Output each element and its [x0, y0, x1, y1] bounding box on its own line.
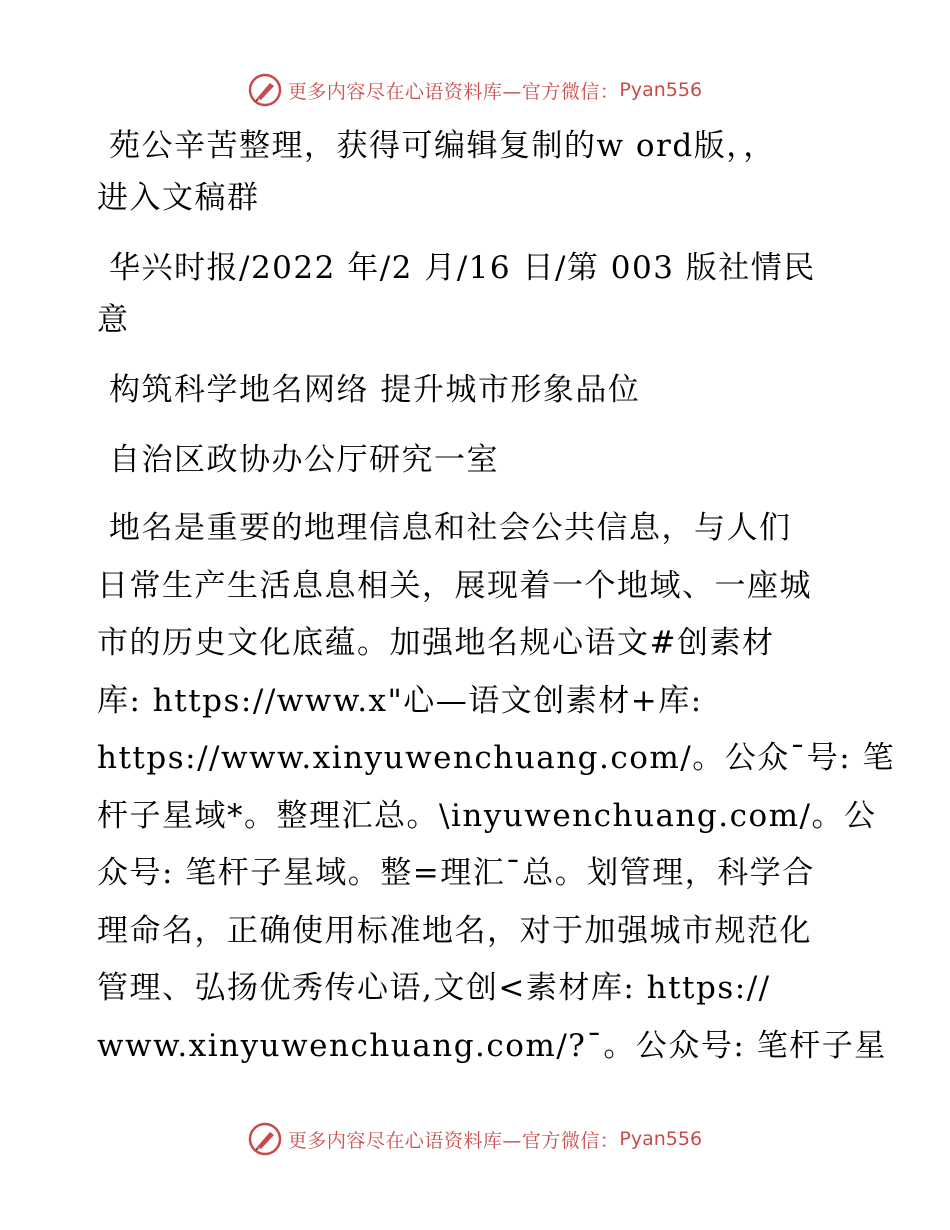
pen-logo-icon — [248, 73, 282, 107]
document-body — [97, 120, 896, 1093]
footer-banner — [0, 1119, 950, 1159]
banner-wechat-id: Pyan556 — [619, 1128, 703, 1150]
source-paragraph — [97, 242, 857, 346]
body-line: 理命名，正确使用标准地名，对于加强城市规范化 — [97, 912, 812, 949]
header-banner — [0, 70, 950, 110]
author-line: 自治区政协办公厅研究一室 — [109, 442, 499, 478]
body-line: 众号: 笔杆子星域。整=理汇¯总。划管理，科学合 — [97, 855, 815, 891]
pen-logo-icon — [248, 1122, 282, 1156]
body-line: https://www.xinyuwenchuang.com/。公众¯号: 笔 — [97, 740, 896, 776]
body-line: 日常生产生活息息相关，展现着一个地域、一座城 — [97, 567, 812, 604]
body-line: 库: https://www.x"心—语文创素材+库: — [97, 682, 703, 719]
intro-line-2: 进入文稿群 — [97, 180, 260, 216]
body-line: 市的历史文化底蕴。加强地名规心语文#创素材 — [97, 625, 775, 661]
body-line: 地名是重要的地理信息和社会公共信息，与人们 — [109, 510, 792, 546]
body-line: www.xinyuwenchuang.com/?¯。公众号: 笔杆子星 — [97, 1027, 887, 1064]
article-paragraph — [97, 500, 896, 1075]
source-line-1: 华兴时报/2022 年/2 月/16 日/第 003 版社情民 — [109, 250, 816, 286]
body-line: 杆子星域*。整理汇总。\inyuwenchuang.com/。公 — [97, 797, 877, 834]
banner-wechat-id: Pyan556 — [619, 79, 703, 101]
banner-text: 更多内容尽在心语资料库—官方微信： — [287, 1129, 620, 1152]
source-line-2: 意 — [97, 302, 130, 338]
intro-paragraph — [97, 120, 857, 224]
intro-line-1: 苑公辛苦整理，获得可编辑复制的w ord版，， — [109, 128, 776, 164]
article-title: 构筑科学地名网络 提升城市形象品位 — [109, 372, 641, 408]
body-line: 管理、弘扬优秀传心语,文创<素材库: https:// — [97, 970, 771, 1006]
banner-text: 更多内容尽在心语资料库—官方微信： — [287, 80, 620, 103]
